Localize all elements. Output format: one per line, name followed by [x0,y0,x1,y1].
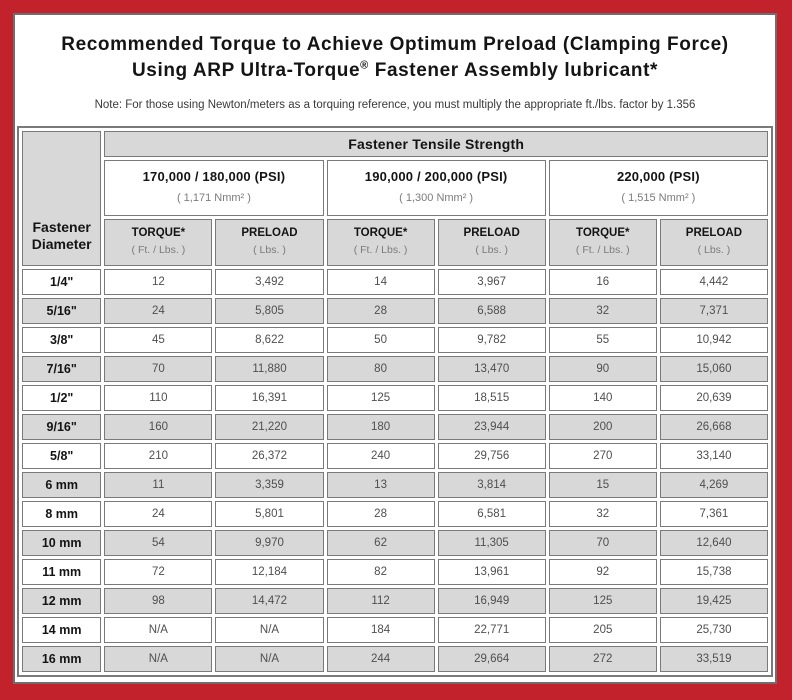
torque-value-cell: 11 [104,472,212,498]
diameter-cell: 12 mm [22,588,101,614]
preload-value-cell: 29,664 [438,646,546,672]
torque-value-cell: 45 [104,327,212,353]
preload-value-cell: 19,425 [660,588,768,614]
page-title [17,32,773,84]
table-row [22,530,768,556]
torque-value-cell: 140 [549,385,657,411]
diameter-cell: 5/8" [22,443,101,469]
torque-value-cell: 200 [549,414,657,440]
torque-value-cell: 50 [327,327,435,353]
preload-value-cell: 6,581 [438,501,546,527]
preload-label: PRELOAD [463,227,520,239]
preload-column-header [438,219,546,266]
preload-value-cell: N/A [215,617,323,643]
psi-group-header-170-180 [104,160,323,216]
diameter-cell: 1/2" [22,385,101,411]
torque-value-cell: 70 [104,356,212,382]
preload-value-cell: 5,801 [215,501,323,527]
torque-value-cell: 32 [549,501,657,527]
torque-value-cell: 112 [327,588,435,614]
table-row [22,269,768,295]
preload-value-cell: 26,372 [215,443,323,469]
torque-value-cell: 32 [549,298,657,324]
torque-value-cell: 28 [327,298,435,324]
torque-value-cell: N/A [104,646,212,672]
preload-value-cell: 33,519 [660,646,768,672]
torque-value-cell: 24 [104,298,212,324]
preload-unit: ( Lbs. ) [475,244,509,256]
torque-label: TORQUE* [576,227,630,239]
preload-value-cell: 6,588 [438,298,546,324]
title-line-1: Recommended Torque to Achieve Optimum Preload (Clamping Force) [61,34,729,55]
diameter-cell: 11 mm [22,559,101,585]
preload-label: PRELOAD [241,227,298,239]
psi-rating-label: 170,000 / 180,000 (PSI) [142,169,286,184]
preload-value-cell: 7,361 [660,501,768,527]
preload-value-cell: 15,738 [660,559,768,585]
torque-unit: ( Ft. / Lbs. ) [353,244,408,256]
torque-column-header [104,219,212,266]
table-row [22,501,768,527]
diameter-cell: 16 mm [22,646,101,672]
preload-value-cell: N/A [215,646,323,672]
table-body [22,269,768,672]
torque-value-cell: 72 [104,559,212,585]
torque-spec-table [17,126,773,677]
torque-value-cell: 24 [104,501,212,527]
column-header-row [22,219,768,266]
table-row [22,559,768,585]
preload-value-cell: 16,391 [215,385,323,411]
preload-value-cell: 4,269 [660,472,768,498]
preload-column-header [660,219,768,266]
preload-value-cell: 3,359 [215,472,323,498]
table-row [22,298,768,324]
preload-value-cell: 20,639 [660,385,768,411]
torque-value-cell: 15 [549,472,657,498]
torque-value-cell: 80 [327,356,435,382]
preload-unit: ( Lbs. ) [697,244,731,256]
diameter-cell: 10 mm [22,530,101,556]
preload-value-cell: 12,640 [660,530,768,556]
tensile-strength-header: Fastener Tensile Strength [104,131,768,157]
torque-value-cell: 82 [327,559,435,585]
preload-value-cell: 4,442 [660,269,768,295]
psi-group-header-220 [549,160,768,216]
preload-value-cell: 5,805 [215,298,323,324]
preload-value-cell: 3,967 [438,269,546,295]
preload-value-cell: 29,756 [438,443,546,469]
nmm2-rating-label: ( 1,300 Nmm² ) [399,192,474,204]
torque-value-cell: 16 [549,269,657,295]
title-line-2-text-after: Fastener Assembly lubricant* [368,60,659,81]
torque-value-cell: 70 [549,530,657,556]
torque-value-cell: 160 [104,414,212,440]
torque-value-cell: 28 [327,501,435,527]
diameter-cell: 3/8" [22,327,101,353]
diameter-cell: 7/16" [22,356,101,382]
torque-value-cell: 184 [327,617,435,643]
preload-column-header [215,219,323,266]
preload-value-cell: 13,961 [438,559,546,585]
torque-value-cell: 180 [327,414,435,440]
torque-unit: ( Ft. / Lbs. ) [131,244,186,256]
corner-header-fastener-diameter [22,131,101,266]
content-panel [13,13,777,684]
torque-value-cell: 54 [104,530,212,556]
preload-value-cell: 25,730 [660,617,768,643]
title-line-2-text: Using ARP Ultra-Torque [131,60,361,81]
preload-value-cell: 13,470 [438,356,546,382]
torque-value-cell: 90 [549,356,657,382]
torque-column-header [549,219,657,266]
diameter-cell: 6 mm [22,472,101,498]
table-row [22,414,768,440]
torque-value-cell: 270 [549,443,657,469]
corner-header-line-1: Fastener [32,219,91,235]
preload-value-cell: 15,060 [660,356,768,382]
preload-unit: ( Lbs. ) [253,244,286,256]
torque-column-header [327,219,435,266]
table-row [22,617,768,643]
preload-value-cell: 23,944 [438,414,546,440]
preload-value-cell: 26,668 [660,414,768,440]
diameter-cell: 5/16" [22,298,101,324]
preload-value-cell: 21,220 [215,414,323,440]
torque-value-cell: 244 [327,646,435,672]
preload-value-cell: 3,492 [215,269,323,295]
torque-value-cell: N/A [104,617,212,643]
torque-value-cell: 98 [104,588,212,614]
preload-label: PRELOAD [685,227,743,239]
torque-label: TORQUE* [353,227,408,239]
psi-header-row [22,160,768,216]
preload-value-cell: 18,515 [438,385,546,411]
preload-value-cell: 7,371 [660,298,768,324]
torque-label: TORQUE* [131,227,186,239]
torque-value-cell: 125 [549,588,657,614]
torque-value-cell: 205 [549,617,657,643]
preload-value-cell: 16,949 [438,588,546,614]
preload-value-cell: 8,622 [215,327,323,353]
psi-rating-label: 190,000 / 200,000 (PSI) [364,169,508,184]
table-row [22,646,768,672]
torque-value-cell: 62 [327,530,435,556]
preload-value-cell: 22,771 [438,617,546,643]
registered-trademark-icon: ® [360,59,369,72]
torque-value-cell: 110 [104,385,212,411]
psi-group-header-190-200 [327,160,546,216]
preload-value-cell: 9,970 [215,530,323,556]
corner-header-line-2: Diameter [31,236,92,252]
psi-rating-label: 220,000 (PSI) [616,169,700,184]
table-row [22,443,768,469]
diameter-cell: 9/16" [22,414,101,440]
table-row [22,327,768,353]
torque-value-cell: 55 [549,327,657,353]
tensile-header-row [22,131,768,157]
torque-value-cell: 12 [104,269,212,295]
diameter-cell: 8 mm [22,501,101,527]
torque-value-cell: 125 [327,385,435,411]
title-line-2 [17,58,773,84]
torque-value-cell: 272 [549,646,657,672]
table-row [22,385,768,411]
diameter-cell: 1/4" [22,269,101,295]
torque-value-cell: 92 [549,559,657,585]
preload-value-cell: 33,140 [660,443,768,469]
preload-value-cell: 3,814 [438,472,546,498]
table-row [22,588,768,614]
torque-value-cell: 240 [327,443,435,469]
preload-value-cell: 9,782 [438,327,546,353]
table-row [22,472,768,498]
nmm2-rating-label: ( 1,515 Nmm² ) [621,192,696,204]
preload-value-cell: 11,880 [215,356,323,382]
diameter-cell: 14 mm [22,617,101,643]
preload-value-cell: 12,184 [215,559,323,585]
table-row [22,356,768,382]
preload-value-cell: 10,942 [660,327,768,353]
torque-value-cell: 14 [327,269,435,295]
preload-value-cell: 11,305 [438,530,546,556]
nmm2-rating-label: ( 1,171 Nmm² ) [176,192,251,204]
note-text: Note: For those using Newton/meters as a torquing reference, you must multiply the appropriate ft./lbs. factor by 1.356 [94,99,696,111]
torque-unit: ( Ft. / Lbs. ) [575,244,630,256]
torque-value-cell: 210 [104,443,212,469]
preload-value-cell: 14,472 [215,588,323,614]
torque-value-cell: 13 [327,472,435,498]
